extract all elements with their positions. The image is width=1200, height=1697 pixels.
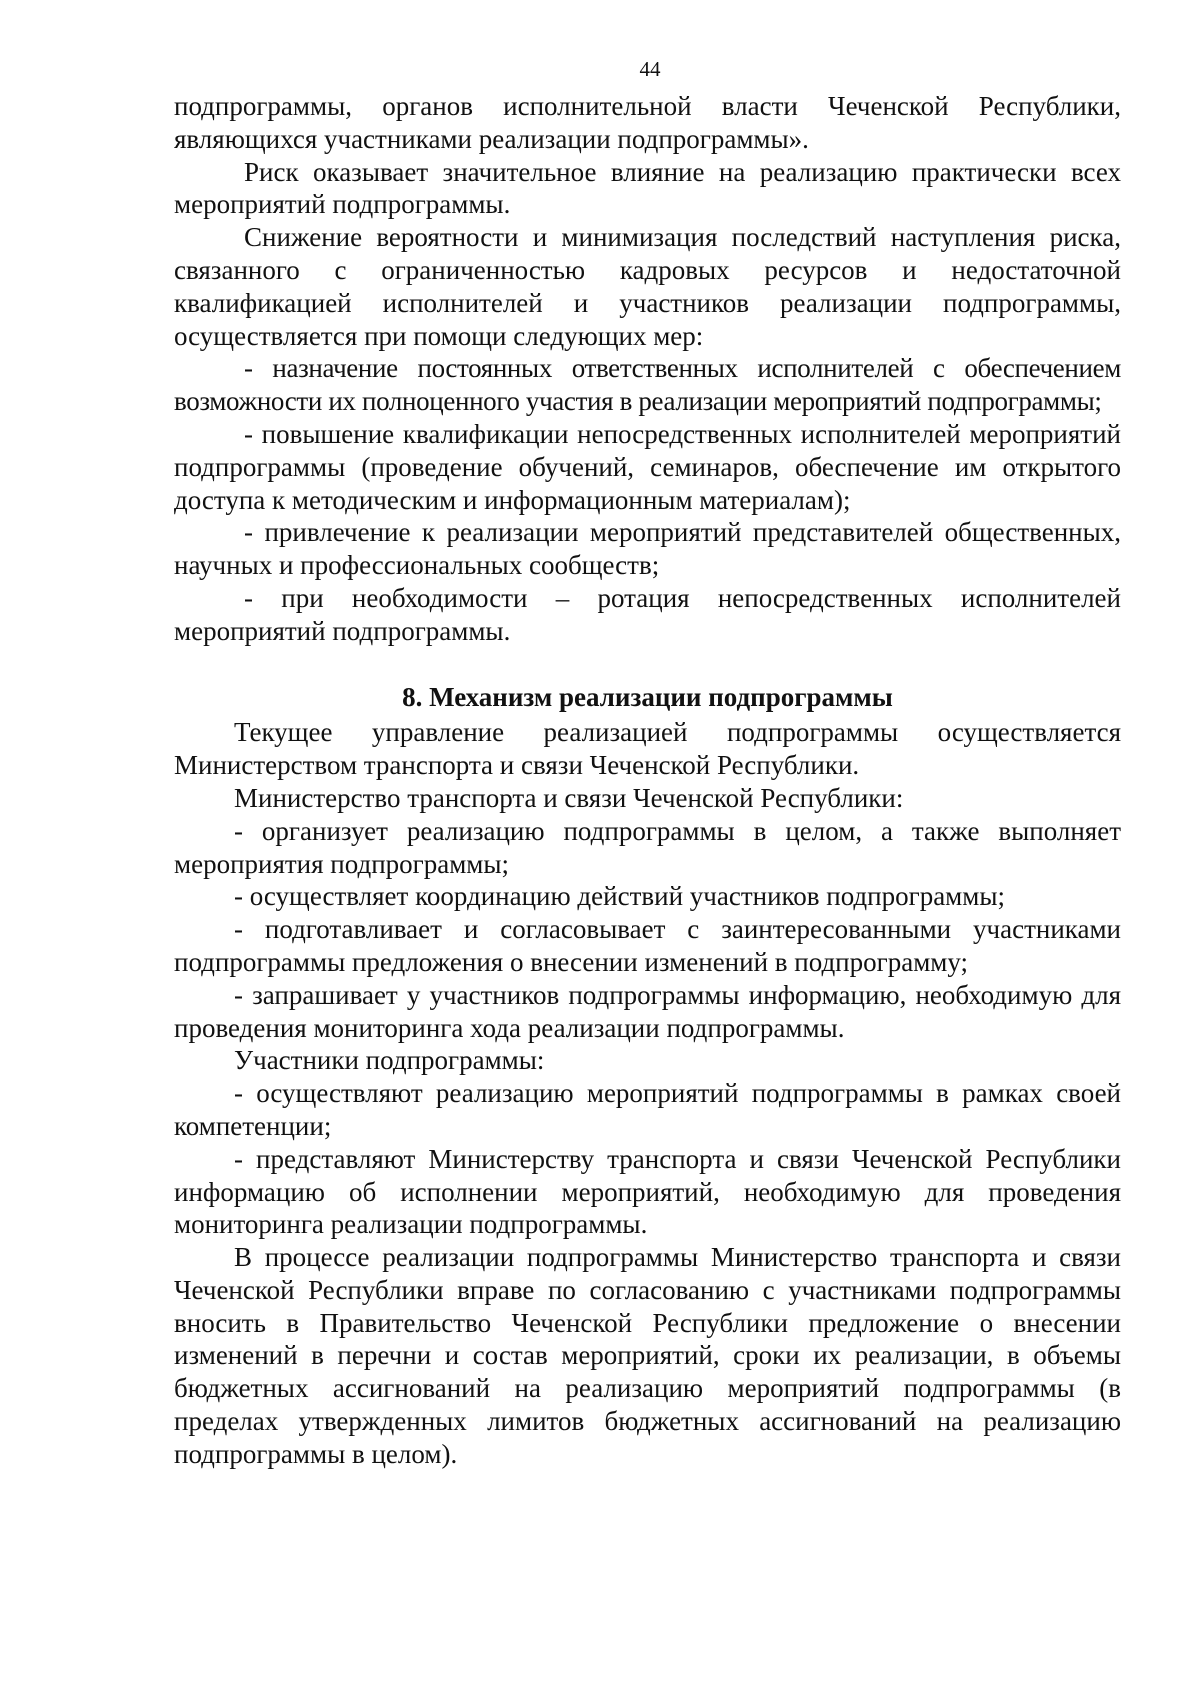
list-item: - представляют Министерству транспорта и связи Чеченской Республики информацию об исполнении мероприятий, необходимую для проведения мониторинга реализации подпрограммы. bbox=[174, 1143, 1121, 1240]
list-item: - при необходимости – ротация непосредственных исполнителей мероприятий подпрограммы. bbox=[174, 582, 1121, 646]
list-item: - подготавливает и согласовывает с заинтересованными участниками подпрограммы предложения о внесении изменений в подпрограмму; bbox=[174, 914, 1121, 977]
list-item: - повышение квалификации непосредственных исполнителей мероприятий подпрограммы (проведение обучений, семинаров, обеспечение им открытого доступа к методическим и информационным материалам); bbox=[174, 418, 1121, 515]
list-item: - осуществляет координацию действий участников подпрограммы; bbox=[234, 881, 1005, 912]
list-item: - осуществляют реализацию мероприятий подпрограммы в рамках своей компетенции; bbox=[174, 1078, 1121, 1141]
paragraph: Министерство транспорта и связи Чеченской Республики: bbox=[234, 782, 904, 813]
paragraph: Снижение вероятности и минимизация последствий наступления риска, связанного с ограниченностью кадровых ресурсов и недостаточной квалификацией исполнителей и участников реализации подпрограммы, осуществляется при помощи следующих мер: bbox=[174, 222, 1121, 351]
list-item: - привлечение к реализации мероприятий представителей общественных, научных и профессиональных сообществ; bbox=[174, 517, 1121, 581]
list-item: - запрашивает у участников подпрограммы информацию, необходимую для проведения мониторинга хода реализации подпрограммы. bbox=[174, 979, 1121, 1043]
page-number: 44 bbox=[639, 57, 661, 81]
paragraph: Текущее управление реализацией подпрограммы осуществляется Министерством транспорта и связи Чеченской Республики. bbox=[174, 717, 1121, 781]
paragraph: Участники подпрограммы: bbox=[234, 1045, 545, 1076]
list-item: - назначение постоянных ответственных исполнителей с обеспечением возможности их полноценного участия в реализации мероприятий подпрограммы; bbox=[174, 353, 1121, 417]
document-page bbox=[174, 56, 1121, 1471]
paragraph: подпрограммы, органов исполнительной власти Чеченской Республики, являющихся участниками реализации подпрограммы». bbox=[174, 91, 1121, 154]
paragraph: В процессе реализации подпрограммы Министерство транспорта и связи Чеченской Республики вправе по согласованию с участниками подпрограммы вносить в Правительство Чеченской Республики предложение о внесении изменений в перечни и состав мероприятий, сроки их реализации, в объемы бюджетных ассигнований на реализацию мероприятий подпрограммы (в пределах утвержденных лимитов бюджетных ассигнований на реализацию подпрограммы в целом). bbox=[174, 1242, 1121, 1469]
list-item: - организует реализацию подпрограммы в целом, а также выполняет мероприятия подпрограммы; bbox=[174, 815, 1121, 879]
paragraph: Риск оказывает значительное влияние на реализацию практически всех мероприятий подпрограммы. bbox=[174, 156, 1121, 220]
section-heading: 8. Механизм реализации подпрограммы bbox=[402, 681, 893, 712]
